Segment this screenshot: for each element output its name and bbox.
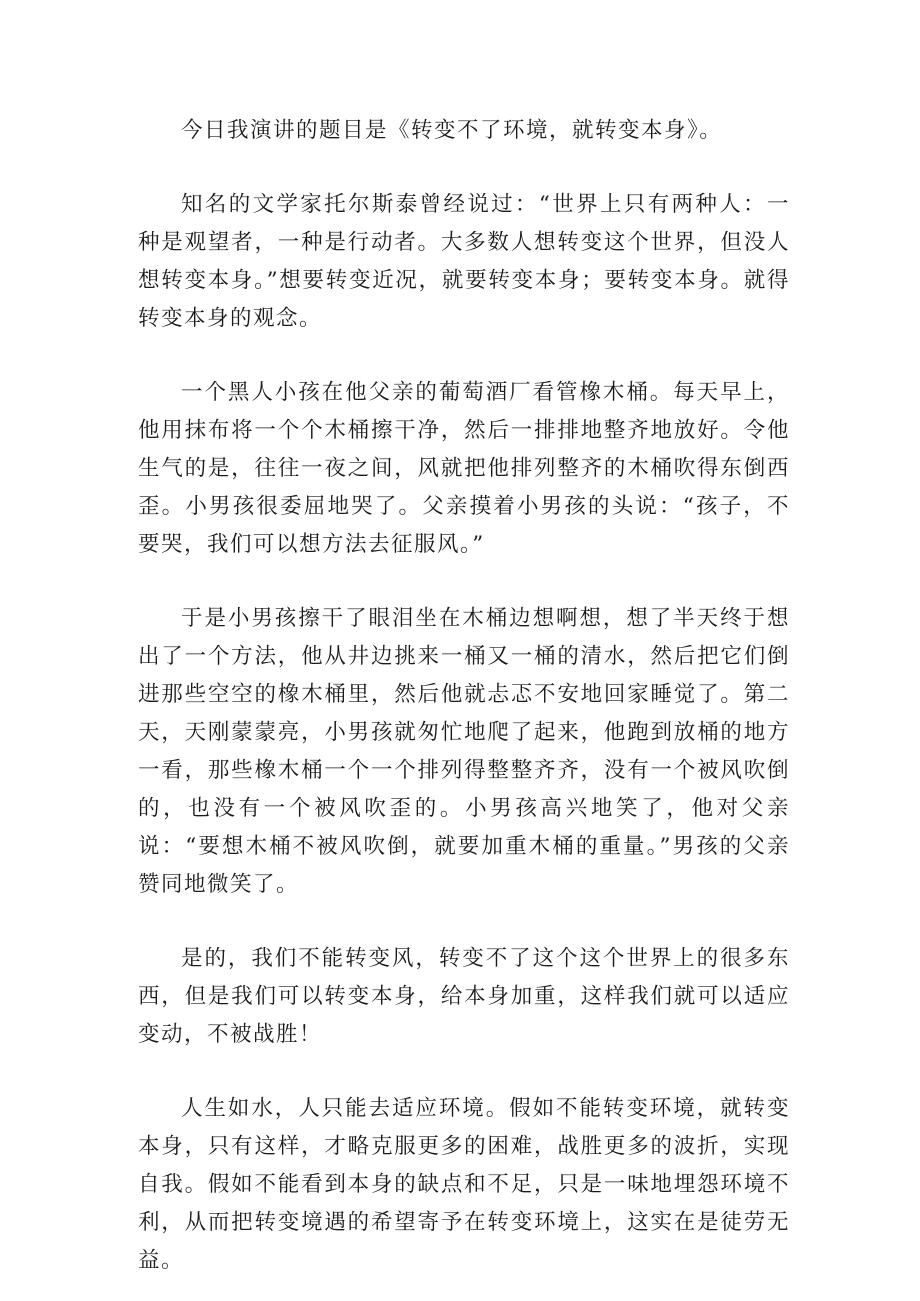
paragraph-reflection: 是的，我们不能转变风，转变不了这个这个世界上的很多东西，但是我们可以转变本身，给本身加重，这样我们就可以适应变动，不被战胜！ (138, 946, 790, 1047)
paragraph-story-solution: 于是小男孩擦干了眼泪坐在木桶边想啊想，想了半天终于想出了一个方法，他从井边挑来一桶又一桶的清水，然后把它们倒进那些空空的橡木桶里，然后他就忐忑不安地回家睡觉了。第二天，天刚蒙蒙亮，小男孩就匆忙地爬了起来，他跑到放桶的地方一看，那些橡木桶一个一个排列得整整齐齐，没有一个被风吹倒的，也没有一个被风吹歪的。小男孩高兴地笑了，他对父亲说：“要想木桶不被风吹倒，就要加重木桶的重量。”男孩的父亲赞同地微笑了。 (138, 606, 790, 897)
paragraph-tolstoy-quote: 知名的文学家托尔斯泰曾经说过：“世界上只有两种人：一种是观望者，一种是行动者。大多数人想转变这个世界，但没人想转变本身。”想要转变近况，就要转变本身；要转变本身。就得转变本身的观念。 (138, 192, 790, 331)
paragraph-intro: 今日我演讲的题目是《转变不了环境，就转变本身》。 (181, 118, 723, 143)
paragraph-conclusion: 人生如水，人只能去适应环境。假如不能转变环境，就转变本身，只有这样，才略克服更多的困难，战胜更多的波折，实现自我。假如不能看到本身的缺点和不足，只是一味地埋怨环境不利，从而把转变境遇的希望寄予在转变环境上，这实在是徒劳无益。 (138, 1096, 790, 1273)
document-body (138, 112, 790, 1280)
paragraph-story-start: 一个黑人小孩在他父亲的葡萄酒厂看管橡木桶。每天早上，他用抹布将一个个木桶擦干净，然后一排排地整齐地放好。令他生气的是，往往一夜之间，风就把他排列整齐的木桶吹得东倒西歪。小男孩很委屈地哭了。父亲摸着小男孩的头说：“孩子，不要哭，我们可以想方法去征服风。” (138, 380, 790, 557)
